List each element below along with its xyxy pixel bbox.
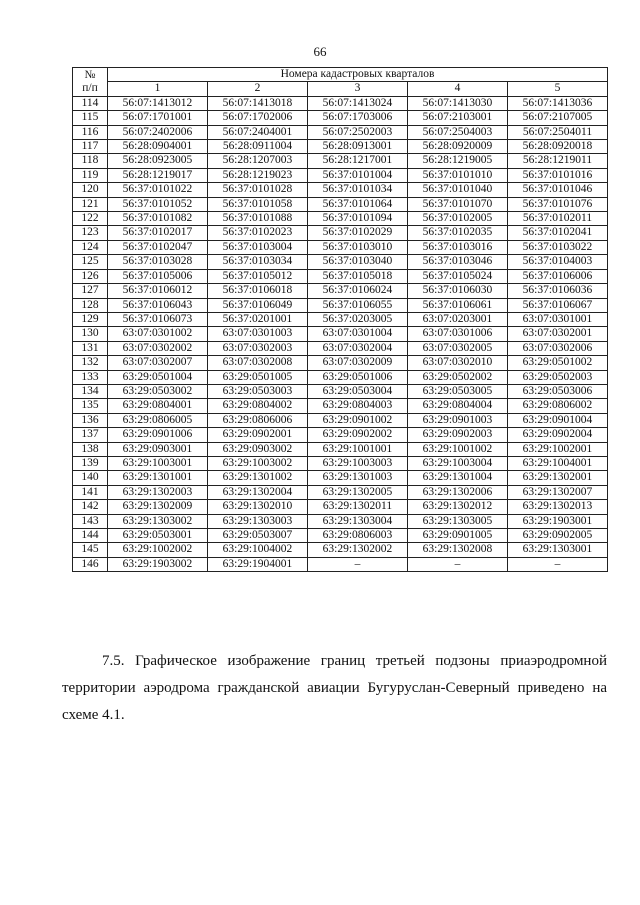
table-row xyxy=(73,212,608,226)
cadastral-number-cell: 56:37:0106006 xyxy=(508,269,608,283)
cadastral-number-cell: 63:07:0301006 xyxy=(408,327,508,341)
cadastral-number-cell: 56:07:1701001 xyxy=(108,111,208,125)
cadastral-number-cell: 56:37:0101088 xyxy=(208,212,308,226)
cadastral-number-cell: 56:37:0101016 xyxy=(508,168,608,182)
paragraph-line-2: территории аэродрома гражданской авиации Бугуруслан-Северный приведено на xyxy=(62,680,607,696)
cadastral-number-cell: 56:07:1413012 xyxy=(108,96,208,110)
cadastral-number-cell: 63:29:1303005 xyxy=(408,514,508,528)
cadastral-number-cell: 56:07:1702006 xyxy=(208,111,308,125)
cadastral-number-cell: 56:28:0923005 xyxy=(108,154,208,168)
cadastral-number-cell: 56:37:0102047 xyxy=(108,240,208,254)
cadastral-number-cell: 63:29:0903001 xyxy=(108,442,208,456)
row-number-cell: 135 xyxy=(73,399,108,413)
table-row xyxy=(73,269,608,283)
cadastral-number-cell: 63:29:0503001 xyxy=(108,529,208,543)
row-number-cell: 125 xyxy=(73,255,108,269)
cadastral-number-cell: 63:29:0804003 xyxy=(308,399,408,413)
header-col-5: 5 xyxy=(508,82,608,96)
row-number-cell: 121 xyxy=(73,197,108,211)
cadastral-number-cell: 56:37:0101034 xyxy=(308,183,408,197)
cadastral-number-cell: 56:07:1413024 xyxy=(308,96,408,110)
row-number-cell: 114 xyxy=(73,96,108,110)
table-row xyxy=(73,168,608,182)
table-row xyxy=(73,327,608,341)
cadastral-number-cell: 63:29:1302013 xyxy=(508,500,608,514)
cadastral-number-cell: 63:29:1301004 xyxy=(408,471,508,485)
cadastral-number-cell: 56:37:0103046 xyxy=(408,255,508,269)
row-number-cell: 124 xyxy=(73,240,108,254)
cadastral-number-cell: 56:37:0103040 xyxy=(308,255,408,269)
cadastral-number-cell: 63:29:1302004 xyxy=(208,485,308,499)
row-number-cell: 146 xyxy=(73,557,108,571)
row-number-cell: 122 xyxy=(73,212,108,226)
cadastral-number-cell: 63:07:0302006 xyxy=(508,341,608,355)
row-number-cell: 117 xyxy=(73,140,108,154)
cadastral-number-cell: 63:29:1904001 xyxy=(208,557,308,571)
cadastral-number-cell: 63:29:0502002 xyxy=(408,370,508,384)
cadastral-number-cell: 63:29:0503006 xyxy=(508,384,608,398)
table-row xyxy=(73,226,608,240)
row-number-cell: 118 xyxy=(73,154,108,168)
cadastral-number-cell: 63:29:1003002 xyxy=(208,456,308,470)
cadastral-number-cell: 56:37:0101022 xyxy=(108,183,208,197)
cadastral-number-cell: 56:28:0920009 xyxy=(408,140,508,154)
table-body xyxy=(73,96,608,571)
row-number-cell: 123 xyxy=(73,226,108,240)
page-number: 66 xyxy=(313,44,327,59)
cadastral-number-cell: 56:37:0101028 xyxy=(208,183,308,197)
cadastral-number-cell: 56:28:1219011 xyxy=(508,154,608,168)
row-number-cell: 137 xyxy=(73,428,108,442)
cadastral-number-cell: 63:29:1002002 xyxy=(108,543,208,557)
cadastral-number-cell: 63:29:0901002 xyxy=(308,413,408,427)
cadastral-number-cell: 63:29:1301001 xyxy=(108,471,208,485)
cadastral-number-cell: 56:07:2404001 xyxy=(208,125,308,139)
row-number-cell: 139 xyxy=(73,456,108,470)
cadastral-number-cell: 56:37:0101070 xyxy=(408,197,508,211)
cadastral-number-cell: 56:37:0102029 xyxy=(308,226,408,240)
cadastral-number-cell: 63:29:0501006 xyxy=(308,370,408,384)
header-number-cell xyxy=(73,68,108,97)
cadastral-number-cell: 63:29:0806006 xyxy=(208,413,308,427)
cadastral-number-cell: 63:07:0302001 xyxy=(508,327,608,341)
table-row xyxy=(73,485,608,499)
cadastral-number-cell: 63:07:0203001 xyxy=(408,312,508,326)
cadastral-number-cell: 63:29:0903002 xyxy=(208,442,308,456)
cadastral-number-cell: 63:29:0902003 xyxy=(408,428,508,442)
table-row xyxy=(73,428,608,442)
row-number-cell: 119 xyxy=(73,168,108,182)
cadastral-number-cell: 63:07:0302010 xyxy=(408,356,508,370)
table-row xyxy=(73,514,608,528)
cadastral-number-cell: 56:28:1219005 xyxy=(408,154,508,168)
cadastral-number-cell: 56:28:0913001 xyxy=(308,140,408,154)
cadastral-number-cell: 56:37:0102041 xyxy=(508,226,608,240)
row-number-cell: 115 xyxy=(73,111,108,125)
header-col-3: 3 xyxy=(308,82,408,96)
cadastral-number-cell: 56:37:0201001 xyxy=(208,312,308,326)
header-number-line1: № xyxy=(84,68,96,81)
cadastral-number-cell: 56:07:1413018 xyxy=(208,96,308,110)
row-number-cell: 136 xyxy=(73,413,108,427)
cadastral-number-cell: 63:29:1903001 xyxy=(508,514,608,528)
cadastral-number-cell: 56:37:0106049 xyxy=(208,298,308,312)
header-group-title: Номера кадастровых кварталов xyxy=(108,68,608,82)
cadastral-number-cell: 63:29:1302008 xyxy=(408,543,508,557)
cadastral-number-cell: 56:37:0106043 xyxy=(108,298,208,312)
row-number-cell: 116 xyxy=(73,125,108,139)
table-row xyxy=(73,111,608,125)
table-header xyxy=(73,68,608,97)
table-row xyxy=(73,442,608,456)
cadastral-number-cell: 63:29:1003003 xyxy=(308,456,408,470)
cadastral-number-cell: 56:07:1703006 xyxy=(308,111,408,125)
cadastral-number-cell: 63:07:0302004 xyxy=(308,341,408,355)
cadastral-number-cell: 63:29:1302002 xyxy=(308,543,408,557)
cadastral-number-cell: 63:07:0302002 xyxy=(108,341,208,355)
cadastral-number-cell: 56:37:0105024 xyxy=(408,269,508,283)
cadastral-number-cell: 56:37:0101004 xyxy=(308,168,408,182)
row-number-cell: 120 xyxy=(73,183,108,197)
table-row xyxy=(73,543,608,557)
cadastral-number-cell: 63:29:0806002 xyxy=(508,399,608,413)
cadastral-number-cell: 63:29:1303002 xyxy=(108,514,208,528)
header-col-2: 2 xyxy=(208,82,308,96)
table-row xyxy=(73,399,608,413)
table-row xyxy=(73,413,608,427)
cadastral-number-cell: 56:37:0105006 xyxy=(108,269,208,283)
cadastral-number-cell: 63:29:0502003 xyxy=(508,370,608,384)
cadastral-number-cell: 56:28:0904001 xyxy=(108,140,208,154)
cadastral-number-cell: 63:29:1302007 xyxy=(508,485,608,499)
cadastral-number-cell: 63:29:1303001 xyxy=(508,543,608,557)
cadastral-number-cell: 63:29:0501005 xyxy=(208,370,308,384)
cadastral-number-cell: 56:37:0106067 xyxy=(508,298,608,312)
cadastral-number-cell: 56:37:0101046 xyxy=(508,183,608,197)
table-row xyxy=(73,341,608,355)
cadastral-number-cell: 56:07:2502003 xyxy=(308,125,408,139)
cadastral-number-cell: 56:37:0101082 xyxy=(108,212,208,226)
cadastral-number-cell: 56:37:0103034 xyxy=(208,255,308,269)
cadastral-number-cell: 63:29:1302011 xyxy=(308,500,408,514)
table-row xyxy=(73,140,608,154)
cadastral-number-cell: 56:37:0106018 xyxy=(208,284,308,298)
cadastral-number-cell: 56:37:0106073 xyxy=(108,312,208,326)
row-number-cell: 133 xyxy=(73,370,108,384)
cadastral-number-cell: 56:37:0105018 xyxy=(308,269,408,283)
table-row xyxy=(73,500,608,514)
cadastral-number-cell: 56:37:0103010 xyxy=(308,240,408,254)
cadastral-number-cell: 63:07:0302009 xyxy=(308,356,408,370)
header-number-line2: п/п xyxy=(82,81,98,94)
cadastral-number-cell: 56:37:0102011 xyxy=(508,212,608,226)
cadastral-number-cell: 56:07:2504011 xyxy=(508,125,608,139)
header-col-4: 4 xyxy=(408,82,508,96)
cadastral-number-cell: 56:37:0104003 xyxy=(508,255,608,269)
cadastral-number-cell: 63:07:0302003 xyxy=(208,341,308,355)
cadastral-number-cell: 56:07:2402006 xyxy=(108,125,208,139)
row-number-cell: 129 xyxy=(73,312,108,326)
cadastral-number-cell: 63:07:0301001 xyxy=(508,312,608,326)
cadastral-number-cell: 56:07:1413036 xyxy=(508,96,608,110)
table-row xyxy=(73,356,608,370)
row-number-cell: 144 xyxy=(73,529,108,543)
cadastral-number-cell: 63:29:1302009 xyxy=(108,500,208,514)
cadastral-number-cell: 63:29:0503007 xyxy=(208,529,308,543)
table-row xyxy=(73,557,608,571)
cadastral-number-cell: 63:29:1301003 xyxy=(308,471,408,485)
table-row xyxy=(73,96,608,110)
cadastral-number-cell: 63:07:0302007 xyxy=(108,356,208,370)
cadastral-number-cell: 56:37:0105012 xyxy=(208,269,308,283)
cadastral-number-cell: 56:37:0101076 xyxy=(508,197,608,211)
cadastral-number-cell: 63:29:0806005 xyxy=(108,413,208,427)
cadastral-number-cell: 56:28:0911004 xyxy=(208,140,308,154)
cadastral-number-cell: – xyxy=(508,557,608,571)
table-row xyxy=(73,240,608,254)
cadastral-number-cell: 63:29:0902001 xyxy=(208,428,308,442)
row-number-cell: 143 xyxy=(73,514,108,528)
row-number-cell: 128 xyxy=(73,298,108,312)
cadastral-number-cell: 63:29:0806003 xyxy=(308,529,408,543)
cadastral-number-cell: 56:37:0106012 xyxy=(108,284,208,298)
cadastral-number-cell: 63:29:1301002 xyxy=(208,471,308,485)
cadastral-number-cell: 63:07:0301004 xyxy=(308,327,408,341)
cadastral-number-cell: – xyxy=(308,557,408,571)
cadastral-number-cell: 56:37:0106061 xyxy=(408,298,508,312)
table-row xyxy=(73,197,608,211)
cadastral-number-cell: – xyxy=(408,557,508,571)
cadastral-number-cell: 63:29:0804002 xyxy=(208,399,308,413)
cadastral-number-cell: 56:07:2504003 xyxy=(408,125,508,139)
cadastral-table xyxy=(72,67,608,572)
cadastral-number-cell: 63:29:1302005 xyxy=(308,485,408,499)
cadastral-number-cell: 63:29:1303004 xyxy=(308,514,408,528)
cadastral-number-cell: 63:29:0503005 xyxy=(408,384,508,398)
cadastral-number-cell: 56:37:0101058 xyxy=(208,197,308,211)
cadastral-number-cell: 63:07:0301002 xyxy=(108,327,208,341)
cadastral-number-cell: 63:29:1302001 xyxy=(508,471,608,485)
cadastral-number-cell: 56:28:1217001 xyxy=(308,154,408,168)
paragraph-7-5 xyxy=(62,648,607,729)
table-row xyxy=(73,529,608,543)
cadastral-number-cell: 56:28:0920018 xyxy=(508,140,608,154)
cadastral-number-cell: 63:29:1903002 xyxy=(108,557,208,571)
cadastral-number-cell: 56:37:0103016 xyxy=(408,240,508,254)
cadastral-number-cell: 63:29:0503002 xyxy=(108,384,208,398)
table-row xyxy=(73,312,608,326)
table-row xyxy=(73,298,608,312)
cadastral-number-cell: 63:29:1001001 xyxy=(308,442,408,456)
cadastral-number-cell: 56:37:0102023 xyxy=(208,226,308,240)
table-row xyxy=(73,154,608,168)
row-number-cell: 145 xyxy=(73,543,108,557)
cadastral-number-cell: 56:37:0101052 xyxy=(108,197,208,211)
cadastral-number-cell: 56:37:0101010 xyxy=(408,168,508,182)
cadastral-number-cell: 63:29:0901006 xyxy=(108,428,208,442)
row-number-cell: 130 xyxy=(73,327,108,341)
cadastral-number-cell: 63:29:0501004 xyxy=(108,370,208,384)
cadastral-number-cell: 63:29:1302003 xyxy=(108,485,208,499)
cadastral-number-cell: 56:37:0102017 xyxy=(108,226,208,240)
table-row xyxy=(73,255,608,269)
cadastral-number-cell: 63:29:0902005 xyxy=(508,529,608,543)
table-row xyxy=(73,284,608,298)
cadastral-number-cell: 56:37:0106024 xyxy=(308,284,408,298)
paragraph-line-1: 7.5. Графическое изображение границ третьей подзоны приаэродромной xyxy=(102,653,607,669)
cadastral-number-cell: 56:07:2103001 xyxy=(408,111,508,125)
cadastral-number-cell: 56:37:0101064 xyxy=(308,197,408,211)
table-row xyxy=(73,456,608,470)
row-number-cell: 132 xyxy=(73,356,108,370)
cadastral-number-cell: 63:29:0503004 xyxy=(308,384,408,398)
cadastral-number-cell: 56:37:0103004 xyxy=(208,240,308,254)
cadastral-number-cell: 63:29:1001002 xyxy=(408,442,508,456)
cadastral-number-cell: 63:29:0902004 xyxy=(508,428,608,442)
row-number-cell: 142 xyxy=(73,500,108,514)
row-number-cell: 134 xyxy=(73,384,108,398)
cadastral-number-cell: 63:29:1004002 xyxy=(208,543,308,557)
cadastral-number-cell: 63:29:0901003 xyxy=(408,413,508,427)
header-col-1: 1 xyxy=(108,82,208,96)
cadastral-number-cell: 56:37:0106055 xyxy=(308,298,408,312)
row-number-cell: 140 xyxy=(73,471,108,485)
cadastral-number-cell: 63:29:0804004 xyxy=(408,399,508,413)
cadastral-number-cell: 63:29:1302010 xyxy=(208,500,308,514)
cadastral-number-cell: 56:37:0103028 xyxy=(108,255,208,269)
cadastral-number-cell: 56:37:0101040 xyxy=(408,183,508,197)
cadastral-number-cell: 56:07:2107005 xyxy=(508,111,608,125)
cadastral-number-cell: 63:29:0501002 xyxy=(508,356,608,370)
cadastral-number-cell: 63:07:0302008 xyxy=(208,356,308,370)
row-number-cell: 138 xyxy=(73,442,108,456)
cadastral-number-cell: 63:29:0901004 xyxy=(508,413,608,427)
cadastral-number-cell: 63:29:1002001 xyxy=(508,442,608,456)
table-row xyxy=(73,183,608,197)
table-row xyxy=(73,125,608,139)
cadastral-number-cell: 56:37:0103022 xyxy=(508,240,608,254)
cadastral-number-cell: 63:29:1004001 xyxy=(508,456,608,470)
row-number-cell: 127 xyxy=(73,284,108,298)
cadastral-number-cell: 56:37:0102035 xyxy=(408,226,508,240)
paragraph-line-3: схеме 4.1. xyxy=(62,707,125,723)
cadastral-number-cell: 63:29:1003001 xyxy=(108,456,208,470)
cadastral-number-cell: 56:28:1207003 xyxy=(208,154,308,168)
cadastral-number-cell: 56:37:0106036 xyxy=(508,284,608,298)
row-number-cell: 141 xyxy=(73,485,108,499)
cadastral-number-cell: 56:28:1219017 xyxy=(108,168,208,182)
row-number-cell: 126 xyxy=(73,269,108,283)
cadastral-number-cell: 63:29:1302006 xyxy=(408,485,508,499)
cadastral-number-cell: 56:28:1219023 xyxy=(208,168,308,182)
cadastral-number-cell: 63:07:0301003 xyxy=(208,327,308,341)
cadastral-number-cell: 63:29:0901005 xyxy=(408,529,508,543)
cadastral-number-cell: 63:29:0804001 xyxy=(108,399,208,413)
row-number-cell: 131 xyxy=(73,341,108,355)
cadastral-number-cell: 63:29:0503003 xyxy=(208,384,308,398)
cadastral-number-cell: 63:29:1303003 xyxy=(208,514,308,528)
cadastral-number-cell: 63:29:1302012 xyxy=(408,500,508,514)
cadastral-number-cell: 63:07:0302005 xyxy=(408,341,508,355)
cadastral-number-cell: 56:37:0101094 xyxy=(308,212,408,226)
table-row xyxy=(73,370,608,384)
table-row xyxy=(73,384,608,398)
cadastral-number-cell: 56:37:0102005 xyxy=(408,212,508,226)
cadastral-number-cell: 56:07:1413030 xyxy=(408,96,508,110)
cadastral-number-cell: 63:29:0902002 xyxy=(308,428,408,442)
table-row xyxy=(73,471,608,485)
cadastral-number-cell: 63:29:1003004 xyxy=(408,456,508,470)
cadastral-number-cell: 56:37:0203005 xyxy=(308,312,408,326)
cadastral-number-cell: 56:37:0106030 xyxy=(408,284,508,298)
